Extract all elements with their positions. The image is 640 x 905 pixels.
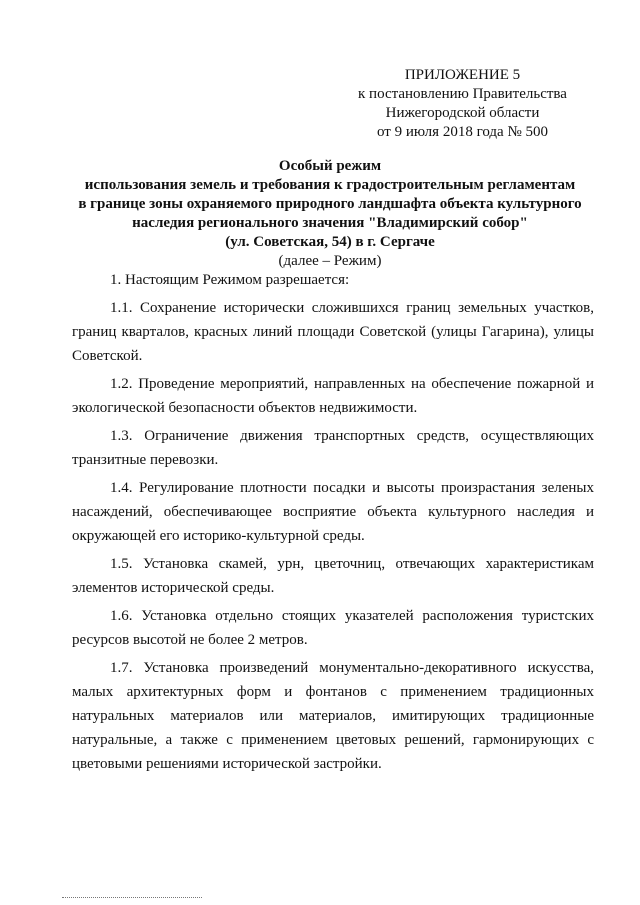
paragraph-1-4: 1.4. Регулирование плотности посадки и высоты произрастания зеленых насаждений, обеспечивающее восприятие объекта культурного наследия и окружающей его историко-культурной среды. [72,480,594,544]
appendix-number: ПРИЛОЖЕНИЕ 5 [404,67,521,83]
title-line-6: (далее – Режим) [278,253,382,269]
paragraph-1-2: 1.2. Проведение мероприятий, направленных на обеспечение пожарной и экологической безопасности объектов недвижимости. [72,376,594,416]
paragraph-1-6: 1.6. Установка отдельно стоящих указателей расположения туристских ресурсов высотой не более 2 метров. [72,608,594,648]
appendix-region: Нижегородской области [385,105,540,121]
document-body [72,268,594,776]
paragraph-1-7: 1.7. Установка произведений монументально-декоративного искусства, малых архитектурных форм и фонтанов с применением традиционных натуральных материалов или материалов, имитирующих традиционные натуральные, а также с применением цветовых решений, гармонирующих с цветовыми решениями исторической застройки. [72,660,594,772]
appendix-header [330,66,595,142]
title-line-2: использования земель и требования к градостроительным регламентам [84,177,576,193]
paragraph-1-3: 1.3. Ограничение движения транспортных средств, осуществляющих транзитные перевозки. [72,428,594,468]
title-line-1: Особый режим [278,158,382,174]
document-title [60,157,600,271]
scan-edge-mark [62,897,202,900]
paragraph-1: 1. Настоящим Режимом разрешается: [110,272,350,288]
paragraph-1-1: 1.1. Сохранение исторически сложившихся границ земельных участков, границ кварталов, красных линий площади Советской (улицы Гагарина), улицы Советской. [72,300,594,364]
title-line-3: в границе зоны охраняемого природного ландшафта объекта культурного [78,196,582,212]
appendix-date-number: от 9 июля 2018 года № 500 [376,124,549,140]
paragraph-1-5: 1.5. Установка скамей, урн, цветочниц, отвечающих характеристикам элементов исторической среды. [72,556,594,596]
appendix-resolution-ref: к постановлению Правительства [358,86,567,102]
title-line-5: (ул. Советская, 54) в г. Сергаче [225,234,435,250]
title-line-4: наследия регионального значения "Владимирский собор" [132,215,528,231]
